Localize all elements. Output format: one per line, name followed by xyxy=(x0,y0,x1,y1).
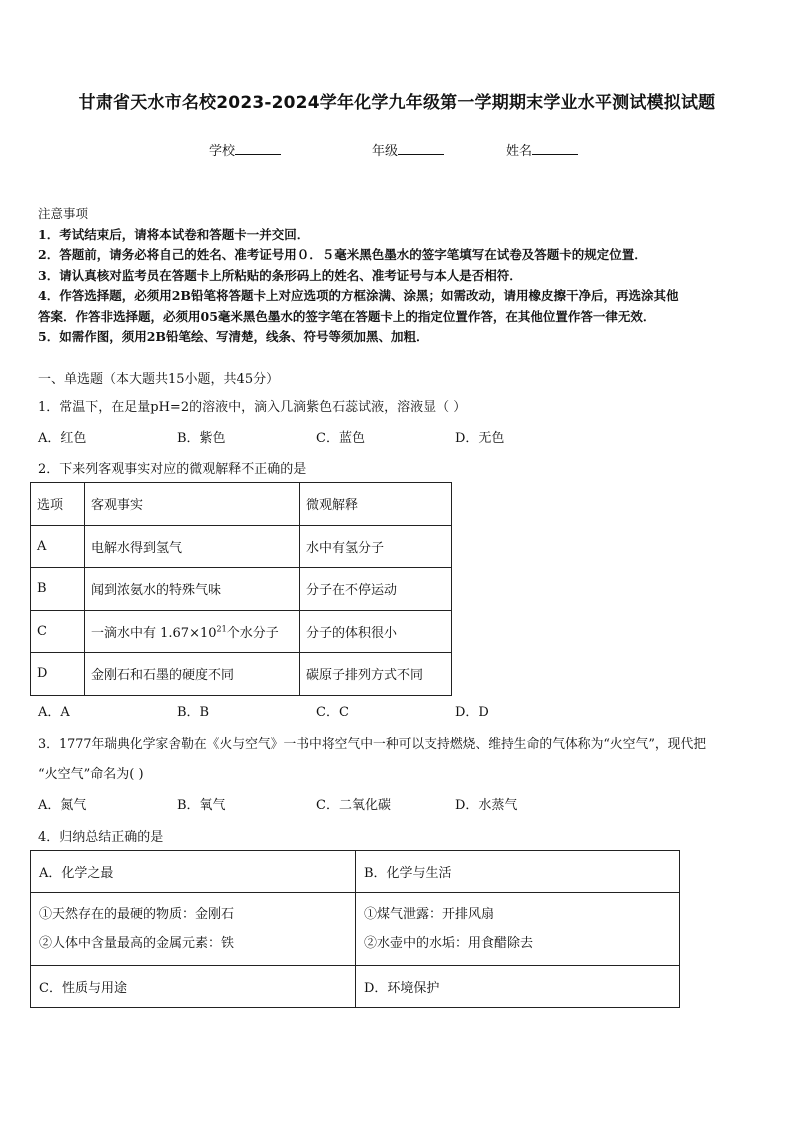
table-row xyxy=(31,568,452,611)
q2-option-d[interactable]: D．D xyxy=(455,705,489,720)
school-label: 学校 xyxy=(209,144,236,159)
cell-b-line: ①煤气泄露：开排风扇 xyxy=(364,907,495,922)
row-explain: 水中有氢分子 xyxy=(300,525,452,568)
row-fact: 金刚石和石墨的硬度不同 xyxy=(85,653,300,696)
question-2-stem: 2．下来列客观事实对应的微观解释不正确的是 xyxy=(38,462,307,477)
question-1-stem: 1．常温下，在足量pH=2的溶液中，滴入几滴紫色石蕊试液，溶液显（ ） xyxy=(38,400,467,415)
note-item: 1．考试结束后，请将本试卷和答题卡一并交回． xyxy=(38,226,310,242)
name-label: 姓名 xyxy=(506,144,533,159)
question-2-table xyxy=(30,482,452,696)
note-item: 5．如需作图，须用2B铅笔绘、写清楚，线条、符号等须加黑、加粗． xyxy=(38,329,429,344)
school-field[interactable] xyxy=(209,140,281,159)
note-item: 2．答题前，请务必将自己的姓名、准考证号用０．５毫米黑色墨水的签字笔填写在试卷及答题卡的规定位置． xyxy=(38,247,647,262)
question-2-options xyxy=(38,701,594,720)
q3-option-d[interactable]: D．水蒸气 xyxy=(455,798,518,813)
section-heading: 一、单选题（本大题共15小题，共45分） xyxy=(38,372,280,387)
q1-option-a[interactable]: A．红色 xyxy=(38,431,87,446)
exam-title: 甘肃省天水市名校2023-2024学年化学九年级第一学期期末学业水平测试模拟试题 xyxy=(78,93,716,113)
cell-b-line: ②水壶中的水垢：用食醋除去 xyxy=(364,936,534,951)
row-option: C xyxy=(31,610,85,653)
q3-option-a[interactable]: A．氮气 xyxy=(38,798,87,813)
row-option: B xyxy=(31,568,85,611)
cell-b-content xyxy=(356,893,680,966)
table-row xyxy=(31,966,680,1008)
row-option: D xyxy=(31,653,85,696)
notes-section xyxy=(38,204,758,348)
question-4-table xyxy=(30,850,680,1008)
row-fact: 电解水得到氢气 xyxy=(85,525,300,568)
q3-option-c[interactable]: C．二氧化碳 xyxy=(316,798,391,813)
cell-b-heading: B．化学与生活 xyxy=(356,851,680,893)
question-3-options xyxy=(38,794,594,813)
cell-a-line: ①天然存在的最硬的物质：金刚石 xyxy=(39,907,235,922)
row-explain: 碳原子排列方式不同 xyxy=(300,653,452,696)
question-4-stem: 4．归纳总结正确的是 xyxy=(38,830,164,845)
q1-option-c[interactable]: C．蓝色 xyxy=(316,431,365,446)
header-option: 选项 xyxy=(31,483,85,526)
table-row xyxy=(31,893,680,966)
q1-option-d[interactable]: D．无色 xyxy=(455,431,505,446)
q2-option-b[interactable]: B．B xyxy=(177,705,210,720)
table-row xyxy=(31,653,452,696)
row-explain: 分子在不停运动 xyxy=(300,568,452,611)
header-explain: 微观解释 xyxy=(300,483,452,526)
note-item: 3．请认真核对监考员在答题卡上所粘贴的条形码上的姓名、准考证号与本人是否相符． xyxy=(38,267,522,283)
q1-option-b[interactable]: B．紫色 xyxy=(177,431,226,446)
row-fact: 一滴水中有 $1.67\times 10^{21}$个水分子 xyxy=(85,610,300,653)
row-option: A xyxy=(31,525,85,568)
cell-d-heading: D．环境保护 xyxy=(356,966,680,1008)
question-3-stem-line2: “火空气”命名为( ) xyxy=(38,767,144,782)
row-explain: 分子的体积很小 xyxy=(300,610,452,653)
q2-option-c[interactable]: C．C xyxy=(316,705,349,720)
grade-field[interactable] xyxy=(372,140,444,159)
table-row xyxy=(31,610,452,653)
cell-a-line: ②人体中含量最高的金属元素：铁 xyxy=(39,936,235,951)
table-row xyxy=(31,851,680,893)
table-header-row xyxy=(31,483,452,526)
table-row xyxy=(31,525,452,568)
cell-c-heading: C．性质与用途 xyxy=(31,966,356,1008)
name-field[interactable] xyxy=(506,140,578,159)
note-item: 答案．作答非选择题，必须用05毫米黑色墨水的签字笔在答题卡上的指定位置作答，在其他位置作答一律无效． xyxy=(38,308,656,324)
notes-heading: 注意事项 xyxy=(38,206,89,221)
cell-a-content xyxy=(31,893,356,966)
question-1-options xyxy=(38,427,594,446)
cell-a-heading: A．化学之最 xyxy=(31,851,356,893)
row-fact: 闻到浓氨水的特殊气味 xyxy=(85,568,300,611)
header-fact: 客观事实 xyxy=(85,483,300,526)
grade-label: 年级 xyxy=(372,144,399,159)
question-3-stem-line1: 3．1777年瑞典化学家舍勒在《火与空气》一书中将空气中一种可以支持燃烧、维持生命的气体称为“火空气”，现代把 xyxy=(38,737,707,752)
note-item: 4．作答选择题，必须用2B铅笔将答题卡上对应选项的方框涂满、涂黑；如需改动，请用橡皮擦干净后，再选涂其他 xyxy=(38,288,679,303)
q2-option-a[interactable]: A．A xyxy=(38,705,70,720)
q3-option-b[interactable]: B．氧气 xyxy=(177,798,226,813)
